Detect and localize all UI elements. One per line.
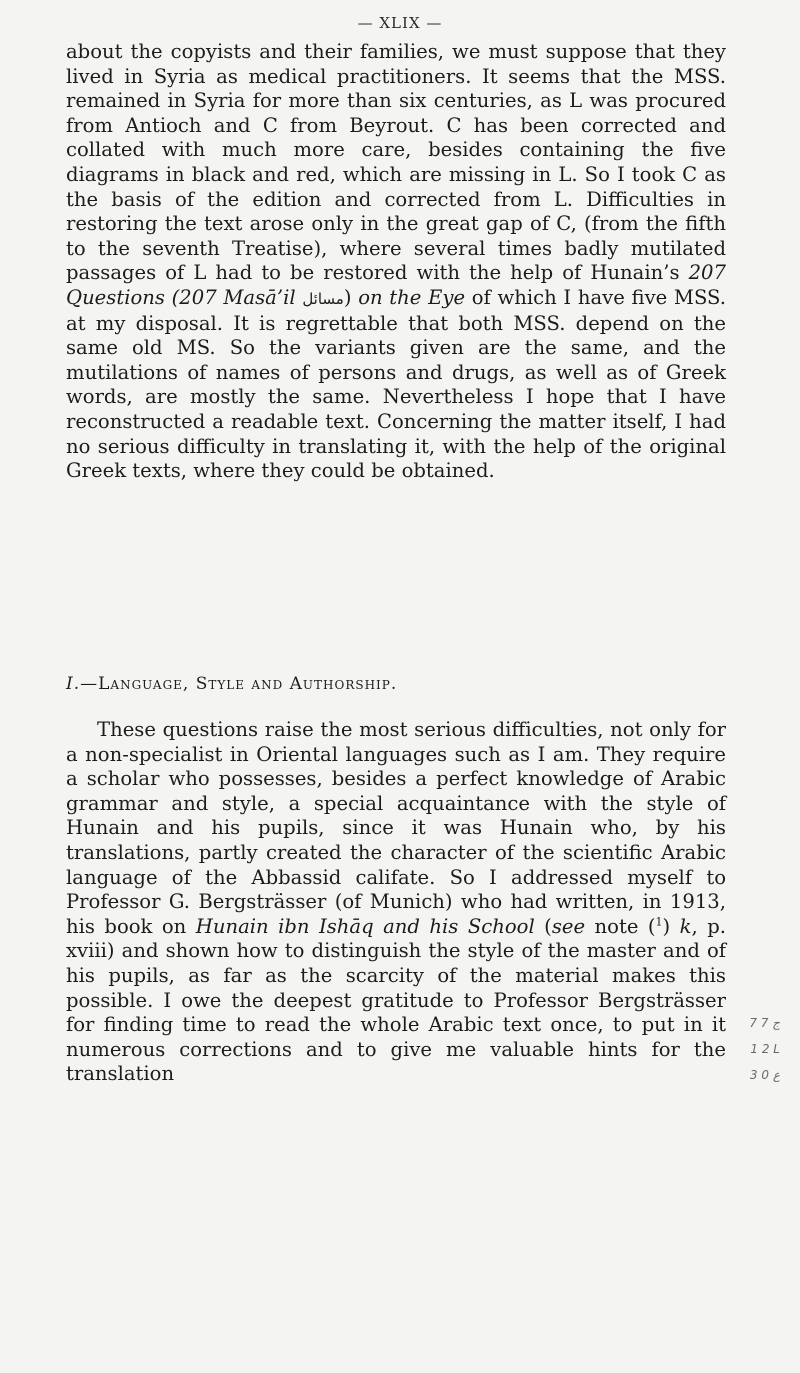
para2-see-italic: see [551, 914, 586, 938]
para2-text-c: note ( [585, 914, 656, 938]
section-heading-language [66, 674, 726, 694]
para2-text-b: ( [534, 914, 552, 938]
para2-text-d: ) [662, 914, 680, 938]
para2-text-a: These questions raise the most serious difficulties, not only for a non-specialist in Oriental languages such as I am. They require a scholar who possesses, besides a perfect knowledge of Arabic grammar and style, a special acquaintance with the style of Hunain and his pupils, since it was Hunain who, by his translations, partly created the character of the scientific Arabic language of the Abbassid califate. So I addressed myself to Professor G. Bergsträsser (of Munich) who had written, in 1913, his book on [66, 718, 726, 938]
para1-text-c: of which I have five MSS. at my disposal. It is regrettable that both MSS. depend on the same old MS. So the variants given are the same, and the mutilations of names of persons and drugs, as well as of Greek words, are mostly the same. Nevertheless I hope that I have reconstructed a readable text. Concerning the matter itself, I had no serious difficulty in translating it, with the help of the original Greek texts, where they could be obtained. [66, 285, 727, 483]
paragraph-copyists [66, 40, 726, 484]
para2-book-title: Hunain ibn Ishāq and his School [195, 914, 535, 938]
para1-title-italic: 207 Questions (207 Masā’il [66, 261, 726, 309]
footnote-ref: 1 [655, 915, 663, 929]
marginalia-line-1: ج 7 7 [749, 1016, 780, 1030]
section-title: —Language, Style and Authorship. [80, 674, 398, 694]
para1-eye-italic: on the Eye [358, 285, 466, 309]
marginalia-line-2: 1 2 L [750, 1042, 780, 1056]
para1-text-b: ) [343, 285, 359, 309]
pencil-marginalia [720, 1010, 780, 1088]
para1-arabic-word: مسائل [302, 289, 344, 308]
paragraph-language [66, 718, 726, 1087]
page-number-header: — XLIX — [357, 14, 443, 32]
para2-k-italic: k [679, 914, 692, 938]
para2-text-e: , p. xviii) and shown how to distinguish the style of the master and of his pupils, as far as the scarcity of the material makes this possible. I owe the deepest gratitude to Professor Bergsträsser for finding time to read the whole Arabic text once, to put in it numerous corrections and to give me valuable hints for the translation [66, 914, 726, 1086]
para1-text-a: about the copyists and their families, we must suppose that they lived in Syria as medical practitioners. It seems that the MSS. remained in Syria for more than six centuries, as L was procured from Antioch and C from Beyrout. C has been corrected and collated with much more care, besides containing the five diagrams in black and red, which are missing in L. So I took C as the basis of the edition and corrected from L. Difficulties in restoring the text arose only in the great gap of C, (from the fifth to the seventh Treatise), where several times badly mutilated passages of L had to be restored with the help of Hunain’s [66, 40, 726, 285]
marginalia-line-3: ع 0 3 [749, 1068, 780, 1082]
section-number: I. [66, 674, 81, 694]
